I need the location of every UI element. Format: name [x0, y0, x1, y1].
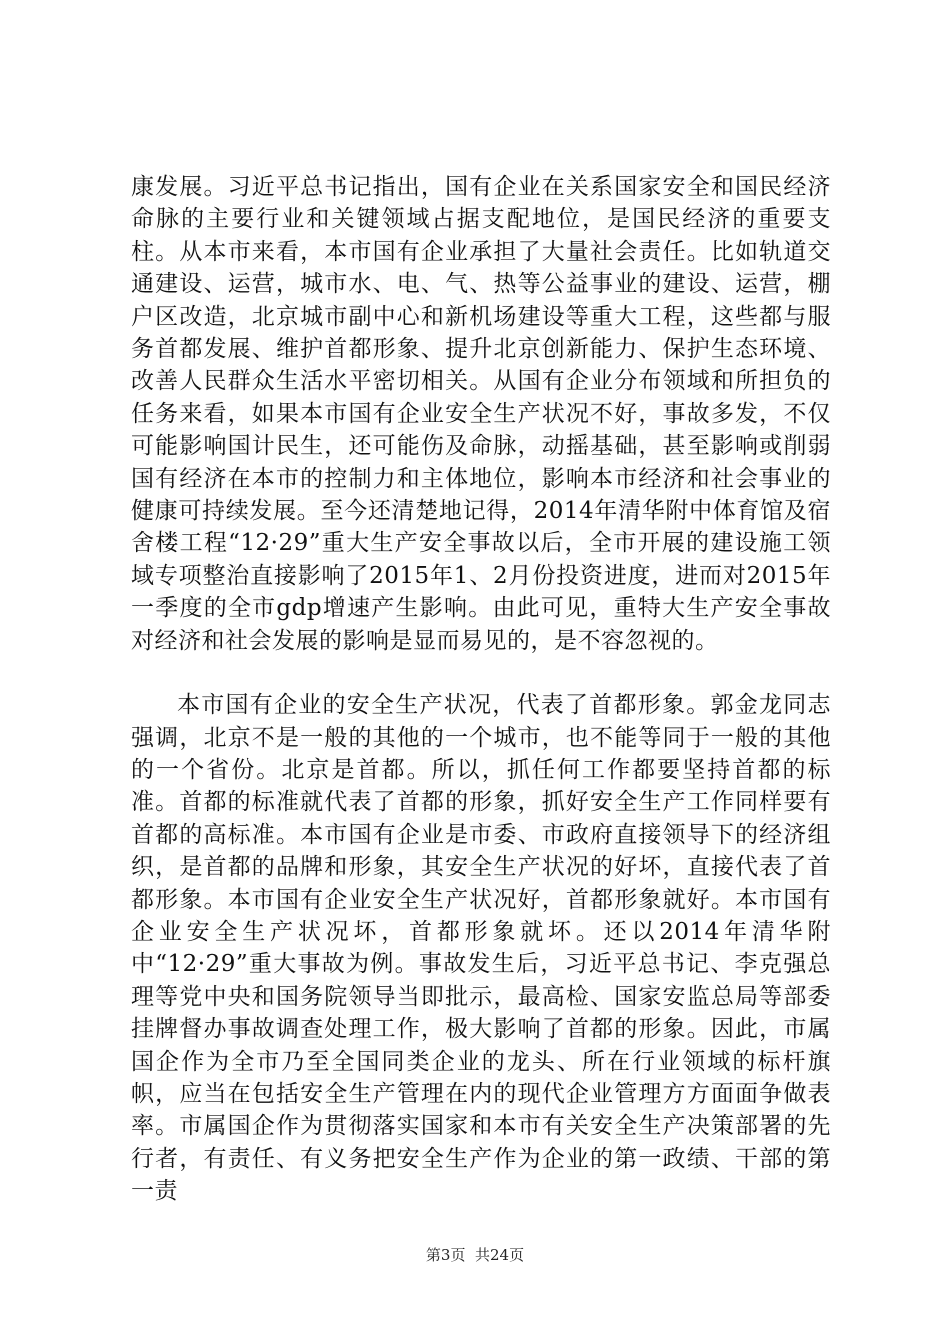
- page-number-label: 第3页 共24页: [425, 1246, 525, 1264]
- page-footer: [0, 1244, 950, 1265]
- document-body: [131, 171, 831, 1208]
- paragraph-capital-image: 本市国有企业的安全生产状况，代表了首都形象。郭金龙同志强调，北京不是一般的其他的一个城市，也不能等同于一般的其他的一个省份。北京是首都。所以，抓任何工作都要坚持首都的标准。首都的标准就代表了首都的形象，抓好安全生产工作同样要有首都的高标准。本市国有企业是市委、市政府直接领导下的经济组织，是首都的品牌和形象，其安全生产状况的好坏，直接代表了首都形象。本市国有企业安全生产状况好，首都形象就好。本市国有企业安全生产状况坏，首都形象就坏。还以2014年清华附中“12·29”重大事故为例。事故发生后，习近平总书记、李克强总理等党中央和国务院领导当即批示，最高检、国家安监总局等部委挂牌督办事故调查处理工作，极大影响了首都的形象。因此，市属国企作为全市乃至全国同类企业的龙头、所在行业领域的标杆旗帜，应当在包括安全生产管理在内的现代企业管理方方面面争做表率。市属国企作为贯彻落实国家和本市有关安全生产决策部署的先行者，有责任、有义务把安全生产作为企业的第一政绩、干部的第一责: [131, 692, 831, 1205]
- paragraph-economic-impact: 康发展。习近平总书记指出，国有企业在关系国家安全和国民经济命脉的主要行业和关键领域占据支配地位，是国民经济的重要支柱。从本市来看，本市国有企业承担了大量社会责任。比如轨道交通建设、运营，城市水、电、气、热等公益事业的建设、运营，棚户区改造，北京城市副中心和新机场建设等重大工程，这些都与服务首都发展、维护首都形象、提升北京创新能力、保护生态环境、改善人民群众生活水平密切相关。从国有企业分布领域和所担负的任务来看，如果本市国有企业安全生产状况不好，事故多发，不仅可能影响国计民生，还可能伤及命脉，动摇基础，甚至影响或削弱国有经济在本市的控制力和主体地位，影响本市经济和社会事业的健康可持续发展。至今还清楚地记得，2014年清华附中体育馆及宿舍楼工程“12·29”重大生产安全事故以后，全市开展的建设施工领域专项整治直接影响了2015年1、2月份投资进度，进而对2015年一季度的全市gdp增速产生影响。由此可见，重特大生产安全事故对经济和社会发展的影响是显而易见的，是不容忽视的。: [131, 174, 831, 654]
